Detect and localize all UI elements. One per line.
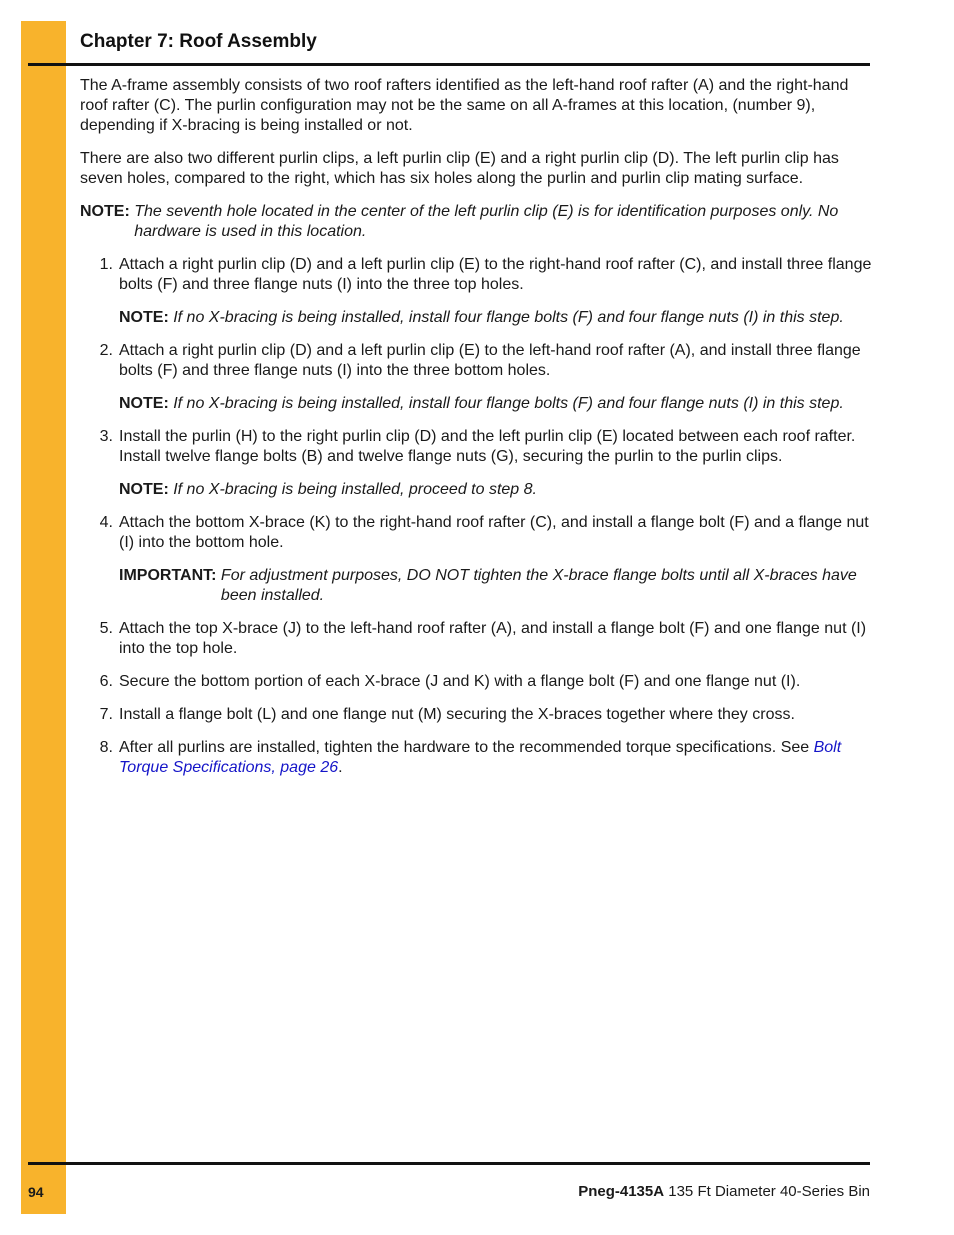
footer-rule <box>28 1162 870 1165</box>
step-3-note <box>119 480 872 500</box>
step-text: Attach a right purlin clip (D) and a left purlin clip (E) to the left-hand roof rafter (A), and install three flange bolts (F) and three flange nuts (I) into the three bottom holes. <box>119 342 861 379</box>
step-item <box>80 255 872 295</box>
note-text: If no X-bracing is being installed, proceed to step 8. <box>173 481 537 498</box>
note-label: NOTE: <box>119 481 174 498</box>
step-text: Attach the bottom X-brace (K) to the right-hand roof rafter (C), and install a flange bolt (F) and a flange nut (I) into the bottom hole. <box>119 514 869 551</box>
step-text: Attach the top X-brace (J) to the left-hand roof rafter (A), and install a flange bolt (F) and one flange nut (I) into the top hole. <box>119 620 867 657</box>
bolt-torque-link[interactable]: Bolt Torque Specifications, page 26 <box>119 739 842 776</box>
note-text: If no X-bracing is being installed, install four flange bolts (F) and four flange nuts (I) in this step. <box>173 309 844 326</box>
step-text: Install a flange bolt (L) and one flange nut (M) securing the X-braces together where they cross. <box>119 706 795 723</box>
step-1-note <box>119 308 872 328</box>
step-number: 6. <box>99 673 113 690</box>
note-text: If no X-bracing is being installed, install four flange bolts (F) and four flange nuts (I) in this step. <box>173 395 844 412</box>
step-number: 5. <box>99 620 113 637</box>
step-item <box>80 427 872 467</box>
step-number: 8. <box>99 739 113 756</box>
footer-doc-info <box>578 1183 870 1200</box>
step-item <box>80 738 872 778</box>
step-text-lead: After all purlins are installed, tighten the hardware to the recommended torque specifications. See <box>119 739 814 756</box>
important-text: For adjustment purposes, DO NOT tighten the X-brace flange bolts until all X-braces have been installed. <box>220 567 857 604</box>
step-number: 7. <box>99 706 113 723</box>
step-text <box>119 738 872 778</box>
steps-list <box>80 255 872 778</box>
intro-paragraph-1: The A-frame assembly consists of two roof rafters identified as the left-hand roof rafter (A) and the right-hand roof rafter (C). The purlin configuration may not be the same on all A-frames at this location, (number 9), depending if X-bracing is being installed or not. <box>80 77 849 134</box>
step-number: 2. <box>99 342 113 359</box>
note-label: NOTE: <box>119 309 174 326</box>
accent-side-bar <box>21 21 66 1214</box>
step-item <box>80 341 872 381</box>
step-item <box>80 513 872 553</box>
step-4-important <box>119 566 872 606</box>
step-number: 1. <box>99 256 113 273</box>
page-content <box>80 76 872 791</box>
step-text-trail: . <box>338 759 343 776</box>
step-number: 3. <box>99 428 113 445</box>
note-label: NOTE: <box>80 203 135 220</box>
page-number: 94 <box>28 1184 44 1200</box>
header-rule <box>28 63 870 66</box>
step-2-note <box>119 394 872 414</box>
step-text: Install the purlin (H) to the right purlin clip (D) and the left purlin clip (E) located between each roof rafter. Install twelve flange bolts (B) and twelve flange nuts (G), securing the purlin to the purlin clips. <box>119 428 856 465</box>
doc-id: Pneg-4135A <box>578 1183 665 1200</box>
intro-paragraph-2: There are also two different purlin clips, a left purlin clip (E) and a right purlin clip (D). The left purlin clip has seven holes, compared to the right, which has six holes along the purlin and purlin clip mating surface. <box>80 150 839 187</box>
step-text: Secure the bottom portion of each X-brace (J and K) with a flange bolt (F) and one flange nut (I). <box>119 673 801 690</box>
step-number: 4. <box>99 514 113 531</box>
step-text: Attach a right purlin clip (D) and a left purlin clip (E) to the right-hand roof rafter (C), and install three flange bolts (F) and three flange nuts (I) into the three top holes. <box>119 256 872 293</box>
step-item <box>80 619 872 659</box>
note-text: The seventh hole located in the center of the left purlin clip (E) is for identification purposes only. No hardware is used in this location. <box>134 203 839 240</box>
important-label: IMPORTANT: <box>119 567 221 584</box>
intro-note <box>80 202 872 242</box>
note-label: NOTE: <box>119 395 174 412</box>
step-item <box>80 672 872 692</box>
step-item <box>80 705 872 725</box>
doc-title: 135 Ft Diameter 40-Series Bin <box>664 1183 870 1200</box>
chapter-title: Chapter 7: Roof Assembly <box>80 31 317 52</box>
